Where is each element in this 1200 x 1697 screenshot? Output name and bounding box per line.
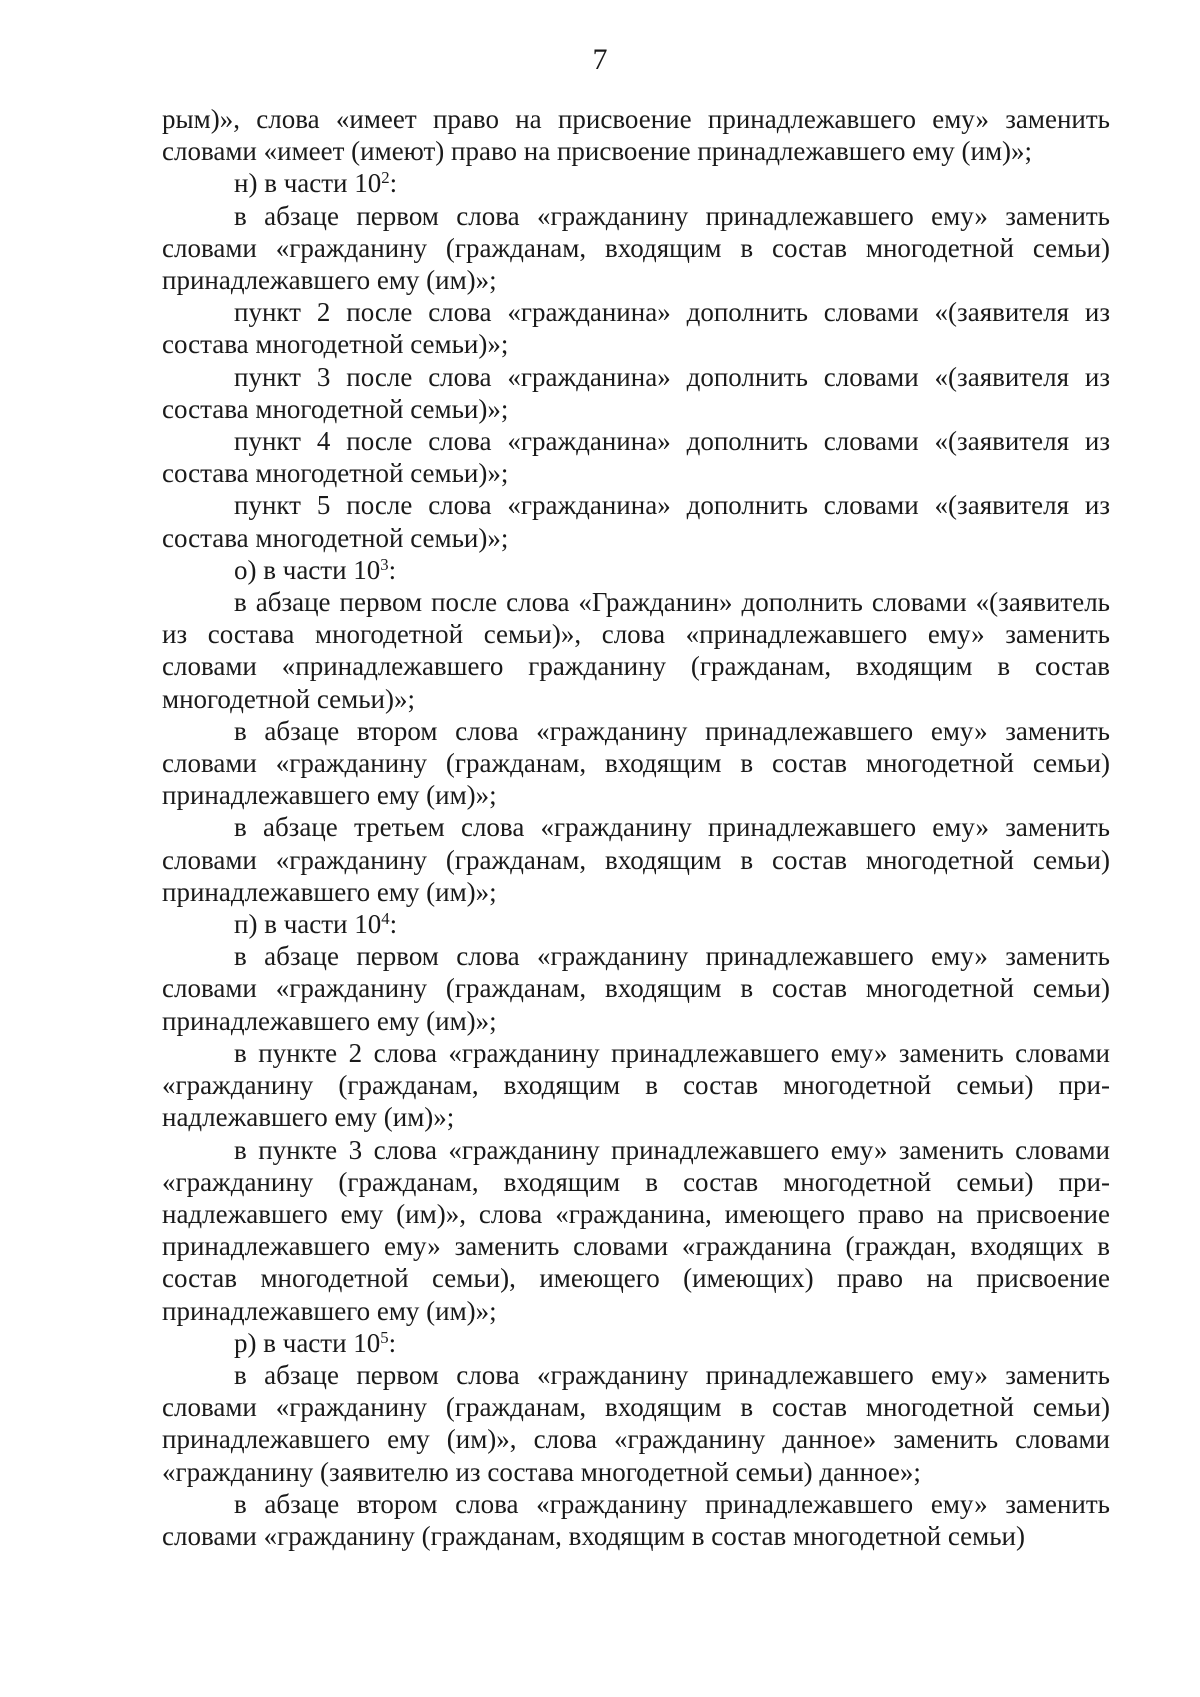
paragraph: в абзаце первом слова «гражданину принадлежавшего ему» заменить словами «гражданину (гражданам, входящим в состав многодетной семьи) принадлежавшего ему (им)», слова «гражданину данное» заменить словами «гражданину (заявителю из состава многодетной семьи) данное»; [162, 1359, 1110, 1487]
paragraph: в абзаце первом после слова «Гражданин» дополнить словами «(заявитель из состава многодетной семьи)», слова «принадлежавшего ему» заменить словами «принадлежавшего гражданину (гражданам, входящим в состав многодетной семьи)»; [162, 587, 1110, 714]
document-body [162, 103, 1110, 1552]
subitem-heading-text: н) в части 10 [234, 168, 382, 199]
heading-colon: : [389, 909, 398, 940]
subitem-heading-r [162, 1327, 1110, 1359]
superscript: 2 [381, 168, 390, 188]
superscript: 3 [380, 554, 389, 574]
subitem-heading-text: п) в части 10 [234, 909, 382, 940]
subitem-heading-text: р) в части 10 [234, 1327, 381, 1358]
superscript: 4 [381, 908, 390, 928]
heading-colon: : [389, 168, 398, 199]
paragraph: в абзаце первом слова «гражданину принадлежавшего ему» заменить словами «гражданину (гражданам, входящим в состав многодетной семьи) принадлежавшего ему (им)»; [162, 941, 1110, 1036]
paragraph: в абзаце втором слова «гражданину принадлежавшего ему» заменить словами «гражданину (гражданам, входящим в состав многодетной семьи) принадлежавшего ему (им)»; [162, 715, 1110, 811]
paragraph: в пункте 2 слова «гражданину принадлежавшего ему» заменить словами «гражданину (гражданам, входящим в состав многодетной семьи) принадлежавшего ему (им)»; [162, 1037, 1110, 1133]
paragraph: пункт 2 после слова «гражданина» дополнить словами «(заявителя из состава многодетной семьи)»; [162, 297, 1110, 360]
paragraph: пункт 5 после слова «гражданина» дополнить словами «(заявителя из состава многодетной семьи)»; [162, 490, 1110, 553]
subitem-heading-o [162, 554, 1110, 586]
paragraph: в абзаце третьем слова «гражданину принадлежавшего ему» заменить словами «гражданину (гражданам, входящим в состав многодетной семьи) принадлежавшего ему (им)»; [162, 812, 1110, 907]
paragraph: пункт 4 после слова «гражданина» дополнить словами «(заявителя из состава многодетной семьи)»; [162, 426, 1110, 489]
paragraph: в абзаце втором слова «гражданину принадлежавшего ему» заменить словами «гражданину (гражданам, входящим в состав многодетной семьи) [162, 1488, 1110, 1551]
heading-colon: : [388, 554, 397, 585]
paragraph: пункт 3 после слова «гражданина» дополнить словами «(заявителя из состава многодетной семьи)»; [162, 361, 1110, 424]
subitem-heading-text: о) в части 10 [234, 554, 381, 585]
heading-colon: : [388, 1327, 397, 1358]
paragraph: в пункте 3 слова «гражданину принадлежавшего ему» заменить словами «гражданину (гражданам, входящим в состав многодетной семьи) принадлежавшего ему (им)», слова «гражданина, имеющего право на присвоение принадлежавшего ему» заменить словами «гражданина (граждан, входящих в состав многодетной семьи), имеющего (имеющих) право на присвоение принадлежавшего ему (им)»; [162, 1134, 1110, 1326]
paragraph: в абзаце первом слова «гражданину принадлежавшего ему» заменить словами «гражданину (гражданам, входящим в состав многодетной семьи) принадлежавшего ему (им)»; [162, 200, 1110, 296]
subitem-heading-p [162, 908, 1110, 940]
paragraph-continuation: рым)», слова «имеет право на присвоение принадлежавшего ему» заменить словами «имеет (имеют) право на присвоение принадлежавшего ему (им)»; [162, 104, 1110, 167]
page-number: 7 [592, 43, 608, 76]
subitem-heading-n [162, 167, 1110, 199]
superscript: 5 [380, 1327, 389, 1347]
